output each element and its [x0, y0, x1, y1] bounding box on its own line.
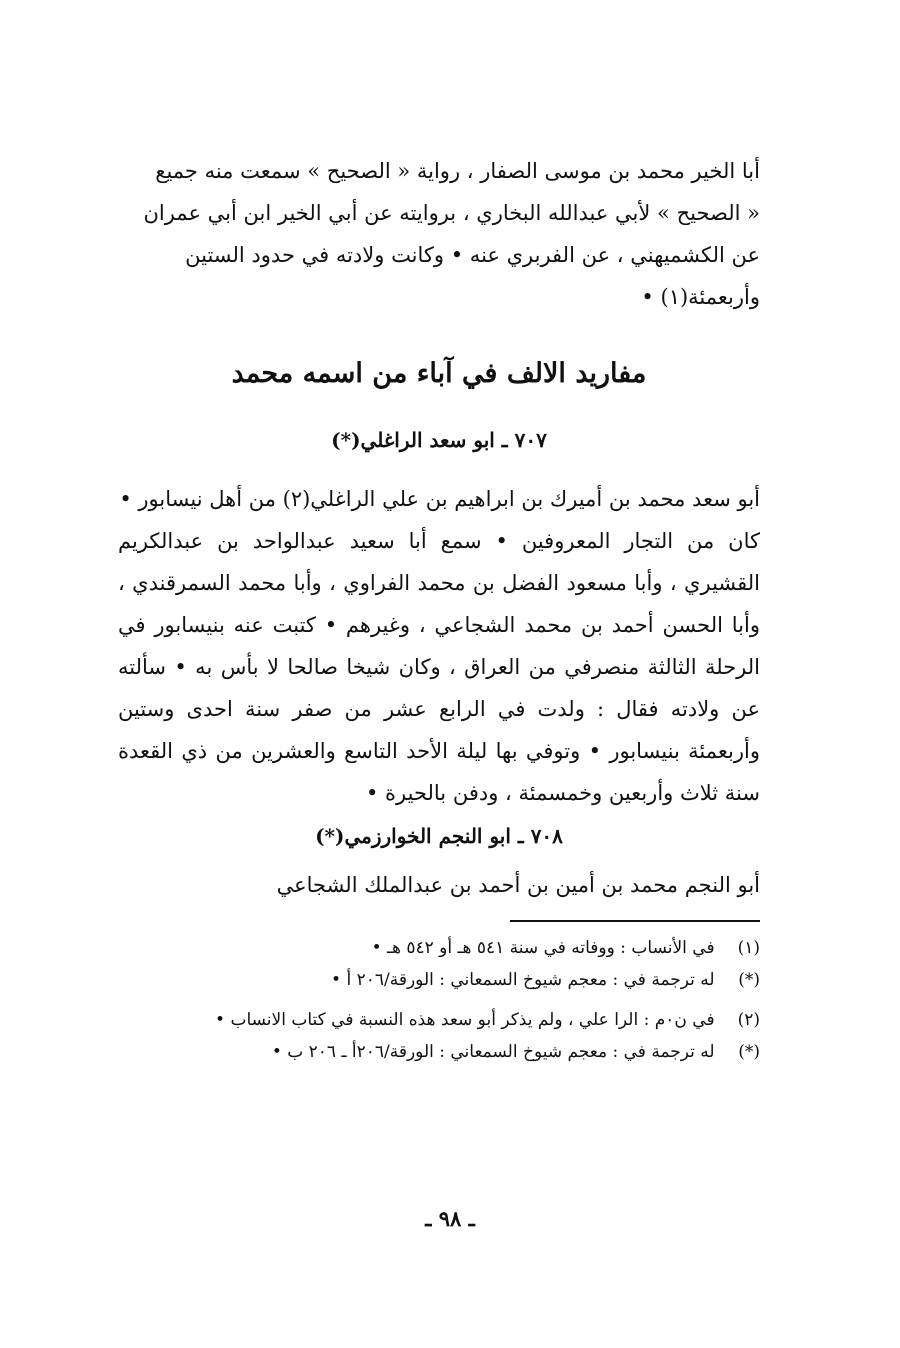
intro-line: وأربعمئة(١) • — [641, 285, 760, 309]
intro-line: عن الكشميهني ، عن الفربري عنه • وكانت ولادته في حدود الستين — [185, 243, 760, 267]
intro-line: أبا الخير محمد بن موسى الصفار ، رواية « الصحيح » سمعت منه جميع — [155, 159, 760, 183]
footnote-text: له ترجمة في : معجم شيوخ السمعاني : الورقة/٢٠٦أ ـ ٢٠٦ ب • — [271, 1042, 715, 1062]
footnote-mark: (*) — [738, 970, 760, 990]
intro-block — [118, 150, 760, 318]
footnote-mark: (١) — [737, 938, 760, 958]
footnote-text: له ترجمة في : معجم شيوخ السمعاني : الورقة/٢٠٦ أ • — [331, 970, 715, 990]
entry-707-paragraph: كان من التجار المعروفين • سمع أبا سعيد عبدالواحد بن عبدالكريم القشيري ، وأبا مسعود الفضل بن محمد الفراوي ، وأبا محمد السمرقندي ، وأبا الحسن أحمد بن محمد الشجاعي ، وغيرهم • كتبت عنه بنيسابور في الرحلة الثالثة منصرفي من العراق ، وكان شيخا صالحا لا بأس به • سألته عن ولادته فقال : ولدت في الرابع عشر من صفر سنة احدى وستين وأربعمئة بنيسابور • وتوفي بها ليلة الأحد التاسع والعشرين من ذي القعدة سنة ثلاث وأربعين وخمسمئة ، ودفن بالحيرة • — [118, 529, 760, 805]
intro-line: « الصحيح » لأبي عبدالله البخاري ، بروايته عن أبي الخير ابن أبي عمران — [143, 201, 760, 225]
entry-title-707: ٧٠٧ ـ ابو سعد الراغلي(*) — [331, 428, 547, 452]
footnote-mark: (*) — [738, 1042, 760, 1062]
footnote — [118, 1004, 760, 1036]
footnote-text: في الأنساب : ووفاته في سنة ٥٤١ هـ أو ٥٤٢ هـ • — [371, 938, 715, 958]
footnote — [118, 932, 760, 964]
footnotes — [118, 932, 760, 1068]
footnote-mark: (٢) — [737, 1010, 760, 1030]
document-page — [118, 150, 760, 1068]
page-number: ـ ٩٨ ـ — [425, 1206, 475, 1231]
footnote-divider — [510, 920, 760, 922]
footnote — [118, 1036, 760, 1068]
entry-707-paragraph: أبو سعد محمد بن أميرك بن ابراهيم بن علي الراغلي(٢) من أهل نيسابور • — [119, 487, 760, 511]
footnote — [118, 964, 760, 996]
entry-708-paragraph: أبو النجم محمد بن أمين بن أحمد بن عبدالملك الشجاعي — [276, 873, 760, 897]
section-title: مفاريد الالف في آباء من اسمه محمد — [231, 358, 647, 389]
entry-title-708: ٧٠٨ ـ ابو النجم الخوارزمي(*) — [315, 824, 563, 848]
footnote-text: في ن٠م : الرا علي ، ولم يذكر أبو سعد هذه النسبة في كتاب الانساب • — [215, 1010, 715, 1030]
